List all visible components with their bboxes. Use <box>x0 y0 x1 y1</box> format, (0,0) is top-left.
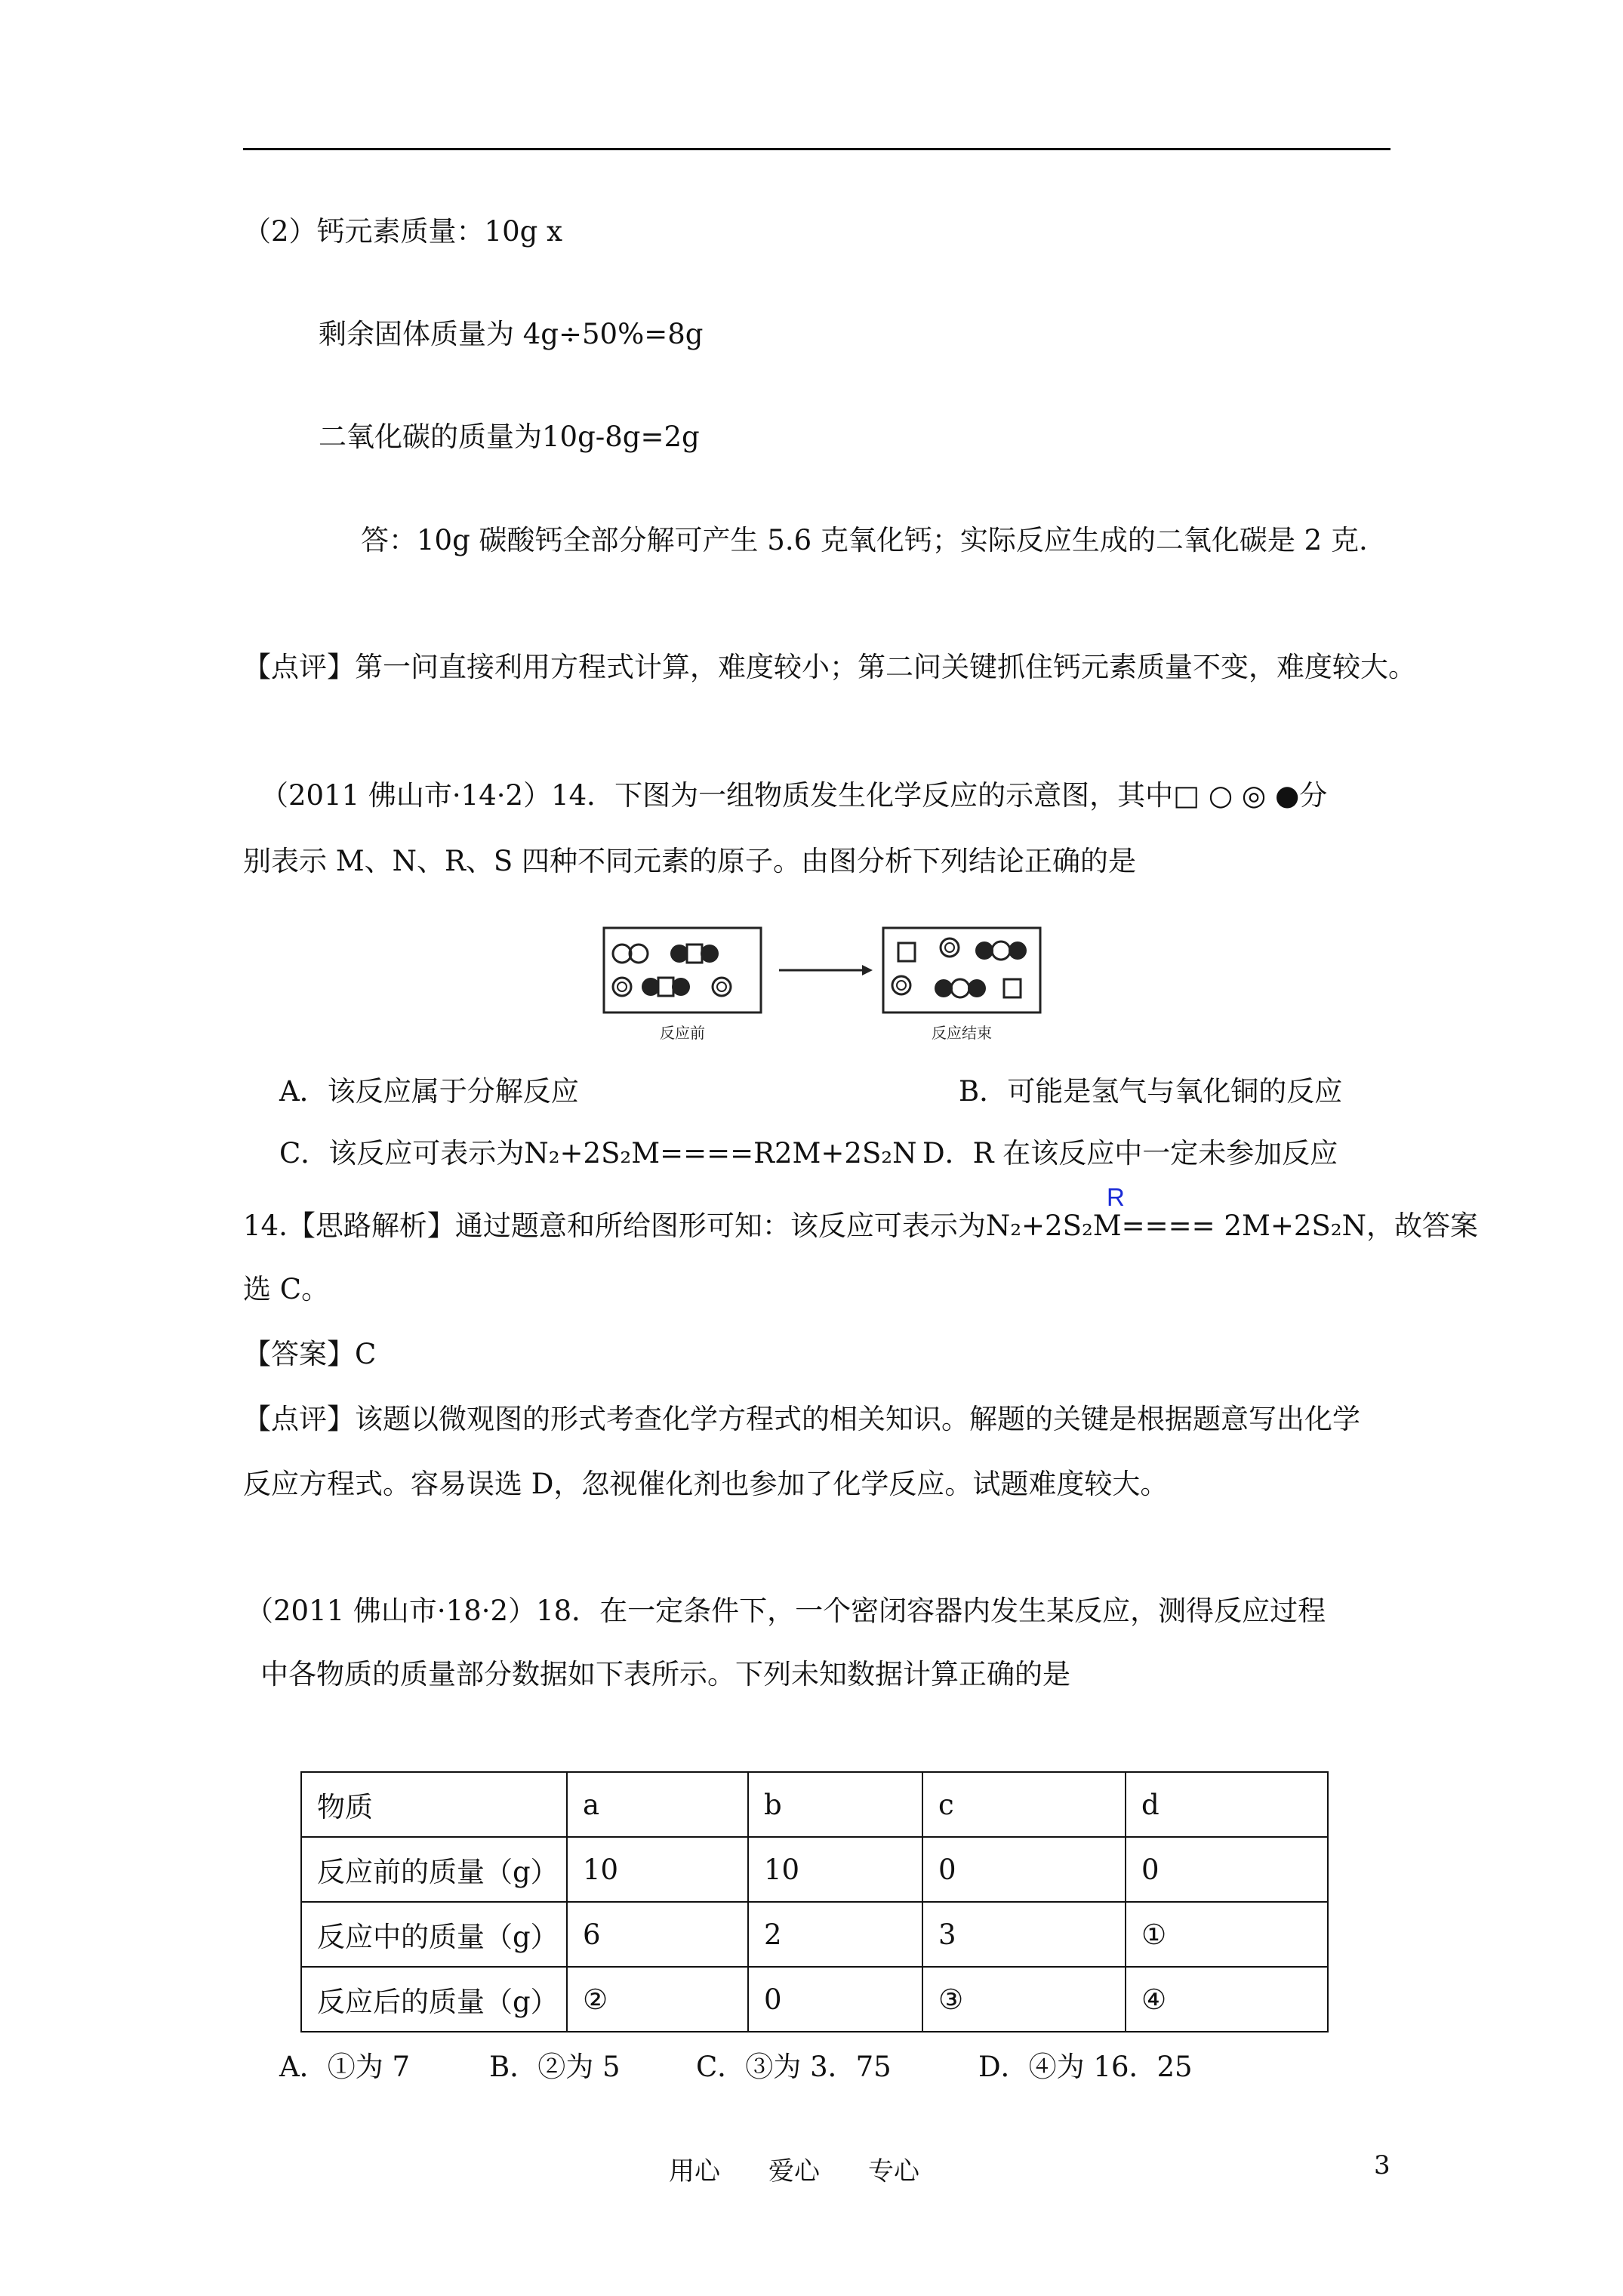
q14-option-d: D．R 在该反应中一定未参加反应 <box>922 1137 1338 1170</box>
line-remaining-solid: 剩余固体质量为 4g÷50%=8g <box>319 318 704 350</box>
q14-stem-line1: （2011 佛山市·14·2）14．下图为一组物质发生化学反应的示意图，其中□ ○ ◎ ●分 <box>260 779 1328 812</box>
q14-option-c-text: C．该反应可表示为 <box>279 1137 525 1170</box>
q18-stem-line1: （2011 佛山市·18·2）18．在一定条件下，一个密闭容器内发生某反应，测得反应过程 <box>245 1595 1326 1627</box>
table-cell: ① <box>1126 1902 1328 1967</box>
q14-analysis-line2: 选 C。 <box>243 1273 330 1305</box>
q14-answer: 【答案】C <box>243 1338 377 1370</box>
q14-option-a: A．该反应属于分解反应 <box>279 1075 579 1108</box>
label-before: 反应前 <box>660 1025 705 1042</box>
q14-analysis-tail: ，故答案 <box>1366 1210 1478 1242</box>
label-after: 反应结束 <box>932 1025 992 1042</box>
table-cell: 6 <box>567 1902 748 1967</box>
box-after <box>883 928 1040 1012</box>
table-cell: c <box>922 1772 1126 1837</box>
table-cell: d <box>1126 1772 1328 1837</box>
table-row <box>301 1967 1328 2032</box>
q14-option-c-formula: N₂+2S₂M====R2M+2S₂N <box>524 1137 917 1170</box>
table-cell: 反应中的质量（g） <box>301 1902 567 1967</box>
table-cell: 0 <box>922 1837 1126 1902</box>
q14-option-b: B．可能是氢气与氧化铜的反应 <box>959 1075 1343 1108</box>
table-cell: b <box>748 1772 922 1837</box>
q18-stem-line2: 中各物质的质量部分数据如下表所示。下列未知数据计算正确的是 <box>260 1658 1070 1690</box>
mass-data-table <box>300 1771 1329 2032</box>
table-cell: ② <box>567 1967 748 2032</box>
table-row <box>301 1772 1328 1837</box>
line-co2-mass: 二氧化碳的质量为10g-8g=2g <box>319 421 700 453</box>
reaction-diagram <box>589 917 1049 1053</box>
table-cell: 10 <box>567 1837 748 1902</box>
table-cell: ③ <box>922 1967 1126 2032</box>
q14-comment-line1: 【点评】该题以微观图的形式考查化学方程式的相关知识。解题的关键是根据题意写出化学 <box>243 1403 1360 1435</box>
footer-text-1: 用心 <box>669 2156 720 2187</box>
q14-analysis-text: 14.【思路解析】通过题意和所给图形可知：该反应可表示为 <box>243 1210 986 1242</box>
table-row <box>301 1837 1328 1902</box>
table-cell: 10 <box>748 1837 922 1902</box>
box-before <box>604 928 761 1012</box>
line-comment: 【点评】第一问直接利用方程式计算，难度较小；第二问关键抓住钙元素质量不变，难度较大。 <box>243 651 1416 683</box>
table-cell: ④ <box>1126 1967 1328 2032</box>
q14-stem-line2: 别表示 M、N、R、S 四种不同元素的原子。由图分析下列结论正确的是 <box>243 845 1136 877</box>
table-cell: 物质 <box>301 1772 567 1837</box>
table-cell: 2 <box>748 1902 922 1967</box>
table-cell: 0 <box>1126 1837 1328 1902</box>
footer-text-2: 爱心 <box>768 2156 820 2187</box>
table-cell: 0 <box>748 1967 922 2032</box>
line-answer: 答：10g 碳酸钙全部分解可产生 5.6 克氧化钙；实际反应生成的二氧化碳是 2 克. <box>361 524 1368 556</box>
q14-analysis-formula: N₂+2S₂M==== 2M+2S₂N <box>985 1210 1366 1242</box>
q18-option-c: C．③为 3．75 <box>696 2051 892 2083</box>
q18-option-d: D．④为 16．25 <box>978 2051 1193 2083</box>
q14-comment-line2: 反应方程式。容易误选 D，忽视催化剂也参加了化学反应。试题难度较大。 <box>243 1468 1169 1500</box>
table-cell: 3 <box>922 1902 1126 1967</box>
q18-option-b: B．②为 5 <box>489 2051 621 2083</box>
reaction-condition-r: R <box>1107 1183 1125 1211</box>
reaction-arrow <box>779 965 873 975</box>
q14-analysis-line1 <box>243 1208 1478 1244</box>
table-cell: 反应后的质量（g） <box>301 1967 567 2032</box>
header-rule <box>243 148 1390 150</box>
table-cell: a <box>567 1772 748 1837</box>
table-cell: 反应前的质量（g） <box>301 1837 567 1902</box>
page-number: 3 <box>1374 2150 1390 2180</box>
footer-text-3: 专心 <box>868 2156 919 2187</box>
q18-option-a: A．①为 7 <box>279 2051 411 2083</box>
table-row <box>301 1902 1328 1967</box>
line-calcium-mass: （2）钙元素质量：10g x <box>243 215 562 248</box>
q14-option-c <box>279 1136 917 1172</box>
